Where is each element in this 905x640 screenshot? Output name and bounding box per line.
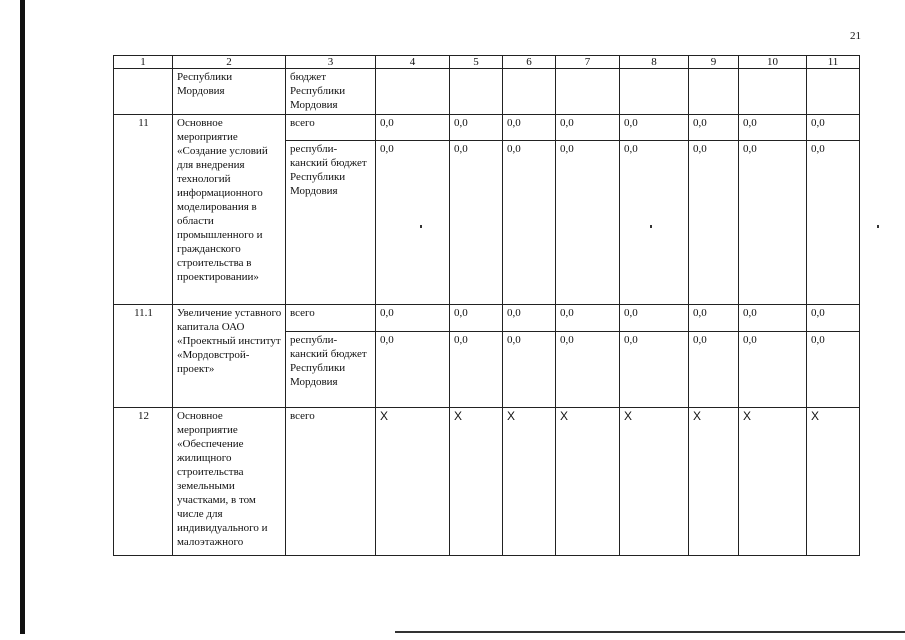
value-cell: 0,0 bbox=[739, 141, 807, 305]
value-cell: 0,0 bbox=[503, 305, 556, 332]
funding-source: всего bbox=[286, 408, 376, 556]
funding-source: республи-канский бюджет Республики Мордовия bbox=[286, 141, 376, 305]
value-cell: 0,0 bbox=[620, 332, 689, 408]
value-cell: 0,0 bbox=[739, 115, 807, 141]
value-cell: Х bbox=[739, 408, 807, 556]
value-cell: Х bbox=[556, 408, 620, 556]
funding-source: всего bbox=[286, 305, 376, 332]
value-cell: 0,0 bbox=[689, 141, 739, 305]
column-header: 11 bbox=[807, 56, 860, 69]
value-cell bbox=[376, 69, 450, 115]
value-cell: 0,0 bbox=[807, 141, 860, 305]
column-header: 6 bbox=[503, 56, 556, 69]
column-header: 5 bbox=[450, 56, 503, 69]
value-cell: Х bbox=[620, 408, 689, 556]
value-cell: 0,0 bbox=[503, 332, 556, 408]
measure-name: Республики Мордовия bbox=[173, 69, 286, 115]
value-cell bbox=[450, 69, 503, 115]
budget-table bbox=[113, 55, 860, 556]
scan-edge-bar bbox=[20, 0, 25, 634]
table-row bbox=[114, 408, 860, 556]
value-cell: Х bbox=[689, 408, 739, 556]
value-cell: Х bbox=[376, 408, 450, 556]
value-cell: 0,0 bbox=[739, 305, 807, 332]
value-cell: 0,0 bbox=[376, 115, 450, 141]
table-row bbox=[114, 69, 860, 115]
page-number: 21 bbox=[850, 30, 861, 42]
value-cell: 0,0 bbox=[739, 332, 807, 408]
scan-speck bbox=[650, 225, 652, 228]
row-number: 11.1 bbox=[114, 305, 173, 408]
value-cell: Х bbox=[807, 408, 860, 556]
measure-name: Основное мероприятие «Создание условий для внедрения технологий информационного моделирования в области промышленного и гражданского строительства в проектировании» bbox=[173, 115, 286, 305]
value-cell: 0,0 bbox=[556, 332, 620, 408]
value-cell: 0,0 bbox=[450, 332, 503, 408]
value-cell bbox=[739, 69, 807, 115]
table-row bbox=[114, 115, 860, 141]
funding-source: бюджет Республики Мордовия bbox=[286, 69, 376, 115]
value-cell: 0,0 bbox=[689, 305, 739, 332]
value-cell bbox=[556, 69, 620, 115]
value-cell: 0,0 bbox=[556, 141, 620, 305]
scan-speck bbox=[877, 225, 879, 228]
measure-name: Основное мероприятие «Обеспечение жилищного строительства земельными участками, в том числе для индивидуального и малоэтажного bbox=[173, 408, 286, 556]
column-header: 2 bbox=[173, 56, 286, 69]
scan-speck bbox=[420, 225, 422, 228]
column-header: 4 bbox=[376, 56, 450, 69]
row-number: 11 bbox=[114, 115, 173, 305]
value-cell: 0,0 bbox=[450, 141, 503, 305]
table-row bbox=[114, 305, 860, 332]
value-cell bbox=[503, 69, 556, 115]
value-cell bbox=[620, 69, 689, 115]
value-cell: 0,0 bbox=[376, 141, 450, 305]
row-number: 12 bbox=[114, 408, 173, 556]
value-cell bbox=[689, 69, 739, 115]
measure-name: Увеличение уставного капитала ОАО «Проектный институт «Мордовстрой-проект» bbox=[173, 305, 286, 408]
value-cell: 0,0 bbox=[450, 115, 503, 141]
value-cell: Х bbox=[503, 408, 556, 556]
value-cell: 0,0 bbox=[807, 305, 860, 332]
value-cell: 0,0 bbox=[620, 305, 689, 332]
value-cell: 0,0 bbox=[503, 141, 556, 305]
column-header: 1 bbox=[114, 56, 173, 69]
scan-bottom-line bbox=[395, 631, 905, 633]
value-cell: 0,0 bbox=[376, 332, 450, 408]
funding-source: республи-канский бюджет Республики Мордовия bbox=[286, 332, 376, 408]
column-header: 3 bbox=[286, 56, 376, 69]
value-cell bbox=[807, 69, 860, 115]
value-cell: 0,0 bbox=[620, 115, 689, 141]
value-cell: 0,0 bbox=[450, 305, 503, 332]
value-cell: 0,0 bbox=[556, 115, 620, 141]
column-header: 9 bbox=[689, 56, 739, 69]
column-header: 8 bbox=[620, 56, 689, 69]
value-cell: 0,0 bbox=[556, 305, 620, 332]
value-cell: 0,0 bbox=[807, 115, 860, 141]
column-header: 7 bbox=[556, 56, 620, 69]
value-cell: 0,0 bbox=[689, 332, 739, 408]
column-header: 10 bbox=[739, 56, 807, 69]
value-cell: 0,0 bbox=[807, 332, 860, 408]
value-cell: 0,0 bbox=[376, 305, 450, 332]
header-row bbox=[114, 56, 860, 69]
row-number bbox=[114, 69, 173, 115]
value-cell: 0,0 bbox=[689, 115, 739, 141]
value-cell: 0,0 bbox=[503, 115, 556, 141]
value-cell: 0,0 bbox=[620, 141, 689, 305]
value-cell: Х bbox=[450, 408, 503, 556]
funding-source: всего bbox=[286, 115, 376, 141]
